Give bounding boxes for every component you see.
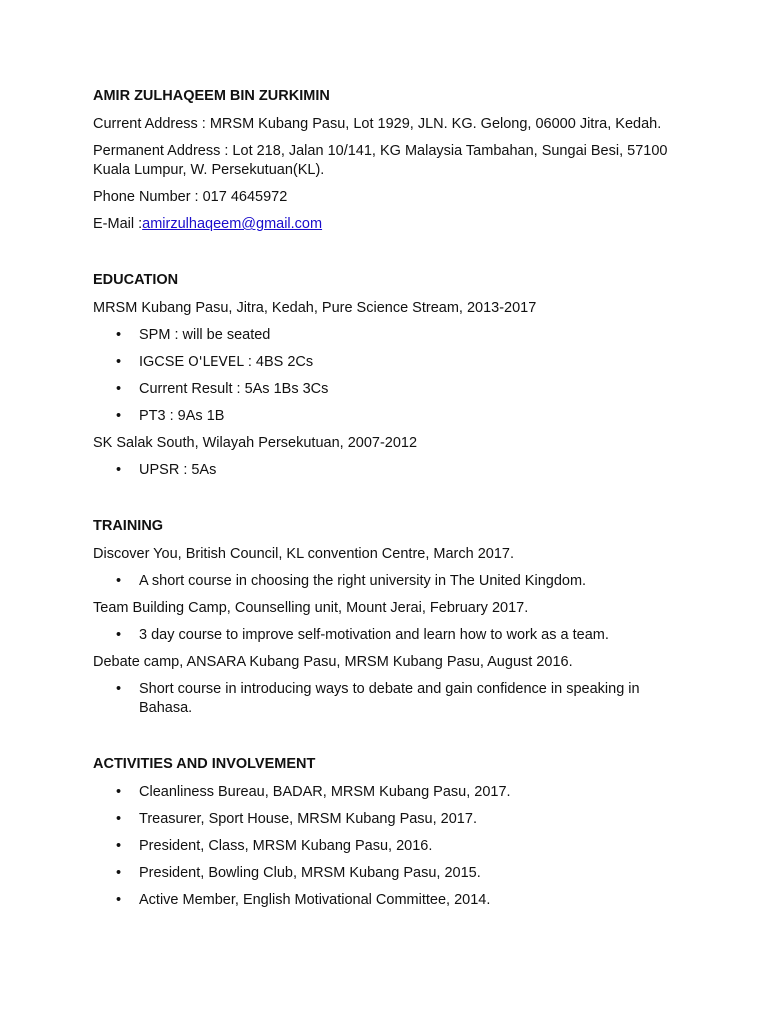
list-item-text: IGCSE bbox=[139, 354, 189, 370]
list-item-text: 3 day course to improve self-motivation and learn how to work as a team. bbox=[139, 627, 609, 643]
list-item-text: PT3 : 9As 1B bbox=[139, 408, 225, 424]
training-title: Discover You, British Council, KL convention Centre, March 2017. bbox=[93, 546, 514, 562]
list-item-text: Current Result : 5As 1Bs 3Cs bbox=[139, 381, 329, 397]
list-item-text: President, Bowling Club, MRSM Kubang Pasu, 2015. bbox=[139, 865, 481, 881]
section-gap bbox=[93, 726, 693, 754]
list-item bbox=[93, 810, 693, 829]
training-heading: TRAINING bbox=[93, 518, 164, 534]
list-item-text: Cleanliness Bureau, BADAR, MRSM Kubang Pasu, 2017. bbox=[139, 784, 511, 800]
bullet-icon: • bbox=[116, 784, 122, 800]
list-item bbox=[93, 380, 693, 399]
list-item-text: President, Class, MRSM Kubang Pasu, 2016. bbox=[139, 838, 433, 854]
igcse-level: O'LEVEL bbox=[188, 354, 244, 370]
bullet-icon: • bbox=[116, 838, 122, 854]
candidate-name: AMIR ZULHAQEEM BIN ZURKIMIN bbox=[93, 88, 330, 104]
bullet-icon: • bbox=[116, 462, 122, 478]
bullet-icon: • bbox=[116, 865, 122, 881]
list-item bbox=[93, 626, 693, 645]
section-gap bbox=[93, 488, 693, 516]
list-item bbox=[93, 680, 693, 718]
list-item-text: SPM : will be seated bbox=[139, 327, 271, 343]
list-item-text: Treasurer, Sport House, MRSM Kubang Pasu, 2017. bbox=[139, 811, 477, 827]
school-results-list bbox=[93, 326, 693, 426]
bullet-icon: • bbox=[116, 627, 122, 643]
training-title: Debate camp, ANSARA Kubang Pasu, MRSM Kubang Pasu, August 2016. bbox=[93, 654, 573, 670]
training-detail-list bbox=[93, 572, 693, 591]
current-address: Current Address : MRSM Kubang Pasu, Lot 1929, JLN. KG. Gelong, 06000 Jitra, Kedah. bbox=[93, 116, 662, 132]
list-item bbox=[93, 837, 693, 856]
list-item bbox=[93, 461, 693, 480]
training-detail-list bbox=[93, 680, 693, 718]
list-item-text: Active Member, English Motivational Committee, 2014. bbox=[139, 892, 491, 908]
activities-list bbox=[93, 783, 693, 910]
email-line bbox=[93, 215, 693, 234]
list-item bbox=[93, 572, 693, 591]
email-link[interactable]: amirzulhaqeem@gmail.com bbox=[142, 216, 323, 232]
bullet-icon: • bbox=[116, 681, 122, 697]
education-heading: EDUCATION bbox=[93, 272, 179, 288]
igcse-result: : 4BS 2Cs bbox=[243, 354, 314, 370]
bullet-icon: • bbox=[116, 892, 122, 908]
training-detail-list bbox=[93, 626, 693, 645]
bullet-icon: • bbox=[116, 573, 122, 589]
activities-heading: ACTIVITIES AND INVOLVEMENT bbox=[93, 756, 316, 772]
permanent-address: Permanent Address : Lot 218, Jalan 10/141, KG Malaysia Tambahan, Sungai Besi, 57100 Kuala Lumpur, W. Persekutuan(KL). bbox=[93, 143, 668, 178]
list-item-text: A short course in choosing the right university in The United Kingdom. bbox=[139, 573, 587, 589]
school-title: SK Salak South, Wilayah Persekutuan, 2007-2012 bbox=[93, 435, 418, 451]
bullet-icon: • bbox=[116, 811, 122, 827]
bullet-icon: • bbox=[116, 354, 122, 370]
bullet-icon: • bbox=[116, 381, 122, 397]
section-gap bbox=[93, 242, 693, 270]
bullet-icon: • bbox=[116, 408, 122, 424]
list-item bbox=[93, 353, 693, 372]
email-label: E-Mail : bbox=[93, 216, 143, 232]
list-item-text: Short course in introducing ways to debate and gain confidence in speaking in Bahasa. bbox=[139, 681, 640, 716]
list-item bbox=[93, 864, 693, 883]
phone-number: Phone Number : 017 4645972 bbox=[93, 189, 288, 205]
school-results-list bbox=[93, 461, 693, 480]
training-title: Team Building Camp, Counselling unit, Mount Jerai, February 2017. bbox=[93, 600, 529, 616]
resume-content bbox=[93, 86, 693, 918]
bullet-icon: • bbox=[116, 327, 122, 343]
list-item bbox=[93, 326, 693, 345]
list-item bbox=[93, 407, 693, 426]
list-item bbox=[93, 891, 693, 910]
school-title: MRSM Kubang Pasu, Jitra, Kedah, Pure Science Stream, 2013-2017 bbox=[93, 300, 537, 316]
list-item bbox=[93, 783, 693, 802]
list-item-text: UPSR : 5As bbox=[139, 462, 217, 478]
